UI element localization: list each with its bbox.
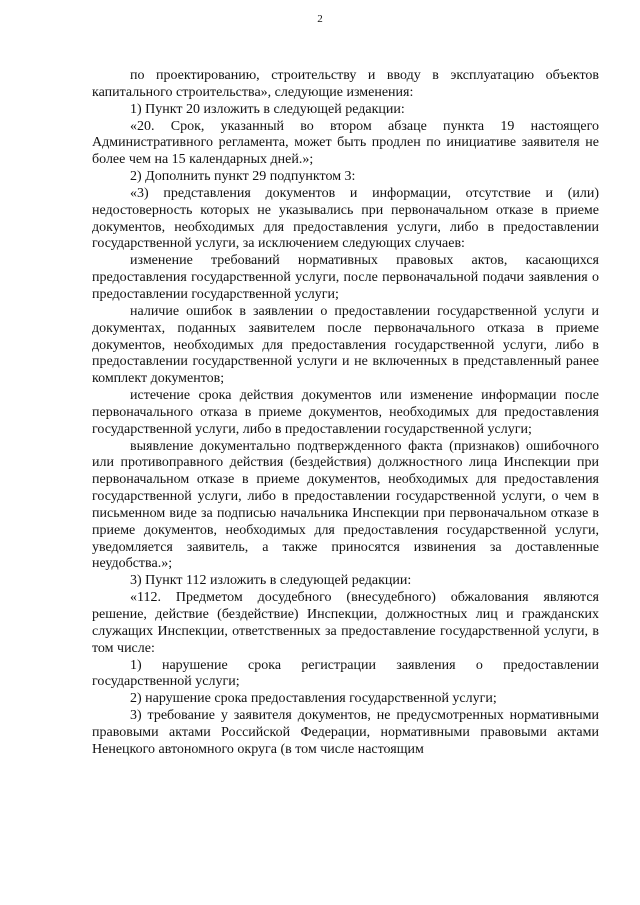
paragraph-clause-112: «112. Предметом досудебного (внесудебного) обжалования являются решение, действие (бездействие) Инспекции, должностных лиц и гражданских служащих Инспекции, ответственных за предоставление государственной услуги, в том числе:	[92, 590, 599, 656]
paragraph-list-2: 2) нарушение срока предоставления государственной услуги;	[130, 691, 497, 707]
paragraph-case-misconduct: выявление документально подтвержденного факта (признаков) ошибочного или противоправного действия (бездействия) должностного лица Инспекции при первоначальном отказе в приеме документов, необходимых для предоставления государственной услуги, либо в предоставлении государственной услуги, о чем в письменном виде за подписью начальника Инспекции при первоначальном отказе в приеме документов, необходимых для предоставления государственной услуги, уведомляется заявитель, а также приносятся извинения за доставленные неудобства.»;	[92, 438, 599, 572]
paragraph-list-1: 1) нарушение срока регистрации заявления о предоставлении государственной услуги;	[92, 657, 599, 690]
paragraph-case-errors: наличие ошибок в заявлении о предоставлении государственной услуги и документах, поданных заявителем после первоначального отказа в приеме документов, необходимых для предоставления государственной услуги, либо в предоставлении государственной услуги и не включенных в представленный ранее комплект документов;	[92, 303, 599, 387]
document-body	[92, 68, 599, 759]
paragraph-list-3: 3) требование у заявителя документов, не предусмотренных нормативными правовыми актами Российской Федерации, нормативными правовыми актами Ненецкого автономного округа (в том числе настоящим	[92, 708, 599, 757]
paragraph-case-expiry: истечение срока действия документов или изменение информации после первоначального отказа в приеме документов, необходимых для предоставления государственной услуги, либо в предоставлении государственной услуги;	[92, 388, 599, 437]
paragraph-case-requirements-change: изменение требований нормативных правовых актов, касающихся предоставления государственной услуги, после первоначальной подачи заявления о предоставлении государственной услуги;	[92, 253, 599, 302]
paragraph-subclause-3: «3) представления документов и информации, отсутствие и (или) недостоверность которых не указывались при первоначальном отказе в приеме документов, необходимых для предоставления услуги, либо в предоставлении государственной услуги, за исключением следующих случаев:	[92, 185, 599, 252]
paragraph-item-2: 2) Дополнить пункт 29 подпунктом 3:	[130, 169, 356, 185]
page-number: 2	[317, 13, 323, 25]
paragraph-clause-20: «20. Срок, указанный во втором абзаце пункта 19 настоящего Административного регламента, может быть продлен по инициативе заявителя не более чем на 15 календарных дней.»;	[92, 118, 599, 168]
paragraph-intro-continuation: по проектированию, строительству и вводу в эксплуатацию объектов капитального строительства», следующие изменения:	[92, 68, 599, 100]
paragraph-item-3: 3) Пункт 112 изложить в следующей редакции:	[130, 573, 412, 589]
paragraph-item-1: 1) Пункт 20 изложить в следующей редакции:	[130, 101, 405, 117]
